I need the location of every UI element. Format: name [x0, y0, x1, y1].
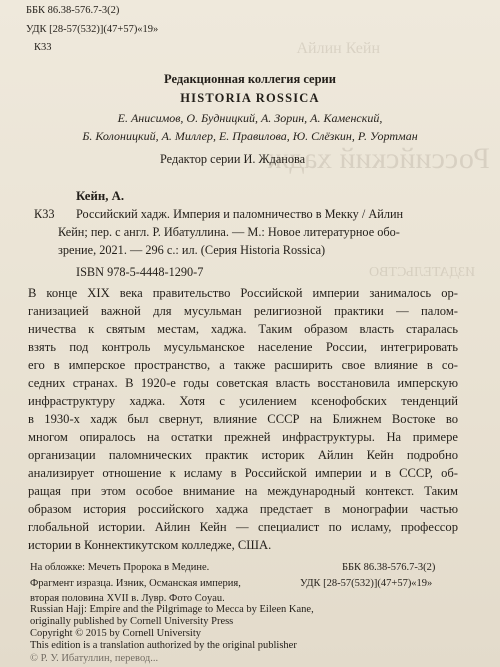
abstract-line: инфраструктуру хаджа. Хотя с усилением ксенофобских тенденций: [28, 394, 458, 408]
cover-note-line1: На обложке: Мечеть Пророка в Медине.: [30, 562, 210, 573]
bleed-through-publisher: ИЗДАТЕЛЬСТВО: [368, 265, 475, 280]
abstract-line: организации паломнических практик историк Айлин Кейн подробно: [28, 448, 458, 462]
abstract-line: глобальной истории. Айлин Кейн — специалист по исламу, профессор: [28, 520, 458, 534]
udk-code-top: УДК [28-57(532)](47+57)«19»: [26, 24, 159, 35]
series-editor: Редактор серии И. Жданова: [160, 152, 306, 166]
original-line2: originally published by Cornell University Press: [30, 616, 234, 627]
cover-note-line3: вторая половина XVII в. Лувр. Фото Coyau.: [30, 593, 225, 604]
abstract-line: В конце XIX века правительство Российской империи занималось ор-: [28, 286, 458, 300]
board-heading: Редакционная коллегия серии: [164, 72, 336, 86]
original-line1: Russian Hajj: Empire and the Pilgrimage to Mecca by Eileen Kane,: [30, 604, 314, 615]
author-mark-top: К33: [34, 42, 52, 53]
abstract-line: его в имперское пространство, а также расширить свое влияние в со-: [28, 358, 458, 372]
abstract-line: анализирует отношение к исламу в Российской империи и в СССР, об-: [28, 466, 458, 480]
board-members-line1: Е. Анисимов, О. Будницкий, А. Зорин, А. Каменский,: [117, 111, 383, 125]
abstract-line: истории в Коннектикутском колледже, США.: [28, 538, 272, 552]
udk-code-bottom: УДК [28-57(532)](47+57)«19»: [300, 578, 433, 589]
abstract-line: ничества к святым местам, хаджа. Таким образом власть старалась: [28, 322, 458, 336]
bleed-through-author: Айлин Кейн: [296, 40, 380, 57]
bleed-through-title: Российский хадж: [268, 142, 490, 175]
original-line4: This edition is a translation authorized by the original publisher: [30, 640, 297, 651]
catalog-line3: зрение, 2021. — 296 с.: ил. (Серия Historia Rossica): [58, 243, 326, 257]
cover-note-line2: Фрагмент изразца. Изник, Османская империя,: [30, 578, 241, 589]
bbk-code-bottom: ББК 86.38-576.7-3(2): [342, 562, 436, 573]
abstract-line: взять под контроль мусульманское население России, интегрировать: [28, 340, 458, 354]
catalog-line2: Кейн; пер. с англ. Р. Ибатуллина. — М.: Новое литературное обо-: [58, 225, 400, 239]
abstract-line: ганизацией важной для мусульман религиозной практики — палом-: [28, 304, 458, 318]
board-members-line2: Б. Колоницкий, А. Миллер, Е. Правилова, Ю. Слёзкин, Р. Уортман: [82, 129, 418, 143]
original-line3: Copyright © 2015 by Cornell University: [30, 628, 202, 639]
abstract-line: многом опиралось на остатки прежней инфраструктуры. На примере: [28, 430, 458, 444]
bbk-code-top: ББК 86.38-576.7-3(2): [26, 5, 120, 16]
catalog-line1: Российский хадж. Империя и паломничество в Мекку / Айлин: [76, 207, 404, 221]
abstract-line: ращая при этом особое внимание на международный контекст. Таким: [28, 484, 458, 498]
catalog-code: К33: [34, 207, 55, 221]
catalog-author: Кейн, А.: [76, 189, 125, 203]
abstract-line: образом история российского хаджа предстает в монографии частью: [28, 502, 458, 516]
original-line5: © Р. У. Ибатуллин, перевод...: [30, 653, 159, 664]
abstract-line: седних странах. В 1920-е годы советская власть восстановила имперскую: [28, 376, 458, 390]
abstract-line: в 1930-х хадж был свернут, влияние СССР на Ближнем Востоке во: [28, 412, 458, 426]
series-name: HISTORIA ROSSICA: [180, 91, 320, 105]
isbn: ISBN 978-5-4448-1290-7: [76, 265, 204, 279]
